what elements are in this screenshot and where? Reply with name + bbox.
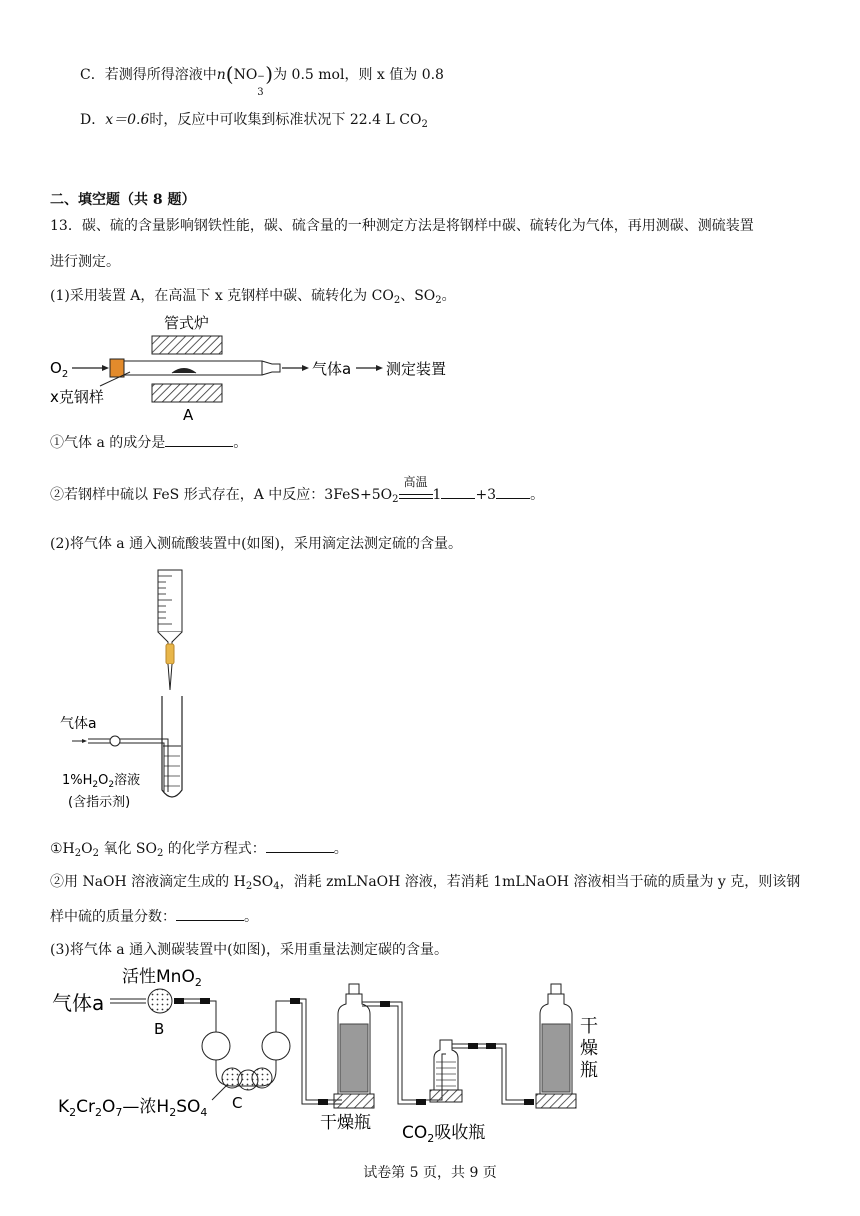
- equation-blank[interactable]: [266, 838, 334, 853]
- reagent-pointer: [212, 1086, 226, 1100]
- q2b-mid: SO: [252, 874, 274, 890]
- paren-close: ): [265, 62, 274, 86]
- u-tube-left: [210, 1001, 216, 1032]
- q1b-text: ②若钢样中硫以 FeS 形式存在，A 中反应：3FeS+5O: [50, 487, 393, 503]
- q13-2-b-line2: [50, 906, 258, 927]
- q2a-text2: 的化学方程式：: [163, 841, 266, 857]
- o2-subscript: 2: [392, 494, 399, 505]
- q2b-line2-text: 样中硫的质量分数：: [50, 909, 176, 925]
- q13-part3: (3)将气体 a 通入测碳装置中(如图)，采用重量法测定碳的含量。: [50, 942, 449, 958]
- connector-4: [318, 1099, 328, 1105]
- u-bulb-right: [262, 1032, 290, 1060]
- burette-tip: [168, 664, 172, 690]
- q13-part1: [50, 286, 456, 311]
- absorber-base: [430, 1090, 462, 1102]
- sub-h: 2: [245, 881, 253, 892]
- condition-high-temp: 高温: [403, 475, 428, 489]
- q13-1-a: [50, 432, 247, 453]
- u-bulb-left: [202, 1032, 230, 1060]
- label-b: B: [154, 1020, 165, 1038]
- co2-formula: CO: [399, 112, 422, 128]
- ion-charge: −: [257, 72, 265, 82]
- q13-2-b-line1: [50, 872, 800, 897]
- rubber-tube: [166, 644, 174, 664]
- product-blank-2[interactable]: [496, 484, 530, 499]
- gas-a-label: 气体a: [312, 360, 352, 378]
- u-tube-right: [276, 1001, 290, 1032]
- connector-2: [200, 998, 210, 1004]
- q2a-text: 氧化 SO: [99, 841, 157, 857]
- option-d: [80, 110, 428, 135]
- option-d-label: D．: [80, 112, 106, 128]
- o2-arrowhead: [102, 365, 109, 371]
- dryer1-cap: [349, 984, 359, 994]
- q2b-end: 。: [244, 909, 258, 925]
- option-c-text2: 为 0.5 mol，则 x 值为 0.8: [273, 67, 444, 83]
- q2b-text: ，消耗 zmLNaOH 溶液，若消耗 1mLNaOH 溶液相当于硫的质量为 y 克，则该钢: [279, 874, 801, 890]
- reagent-label: $K_2Cr_2O_7—$浓$H_2SO_4$: [58, 1097, 208, 1119]
- label-c: C: [232, 1094, 243, 1112]
- q13-intro-line1: 13．碳、硫的含量影响钢铁性能，碳、硫含量的一种测定方法是将钢样中碳、硫转化为气体，再用测碳、测硫装置: [50, 218, 754, 234]
- h2o2-mid: O: [81, 841, 93, 857]
- figure-carbon-apparatus: [50, 962, 610, 1146]
- dryer2-label-3: 瓶: [580, 1060, 598, 1081]
- q1a-text: ①气体 a 的成分是: [50, 435, 166, 451]
- tube-to-dryer2-a: [478, 1044, 486, 1048]
- figure-titration: [60, 566, 220, 816]
- section-title: 二、填空题（共 8 题）: [50, 192, 196, 208]
- furnace-bottom-block: [152, 384, 222, 402]
- answer-blank[interactable]: [165, 432, 233, 447]
- figure-tube-furnace: [50, 310, 470, 426]
- apparatus-a-label: A: [183, 406, 194, 424]
- paren-open: (: [225, 62, 234, 86]
- fraction-blank[interactable]: [176, 906, 244, 921]
- connector-7: [468, 1043, 478, 1049]
- q13-part2: (2)将气体 a 通入测硫酸装置中(如图)，采用滴定法测定硫的含量。: [50, 536, 463, 552]
- option-d-text: 时，反应中可收集到标准状况下 22.4 L: [149, 112, 400, 128]
- tube-to-absorber: [390, 1002, 416, 1104]
- tube-to-dryer2: [496, 1044, 534, 1104]
- co2-sub: 2: [393, 295, 401, 306]
- burette-taper: [158, 632, 182, 644]
- nitrate-ion: NO: [233, 67, 258, 83]
- q1a-end: 。: [233, 435, 248, 451]
- tube-outlet: [262, 361, 280, 375]
- furnace-top-block: [152, 336, 222, 354]
- connector-9: [524, 1099, 534, 1105]
- dryer2-cap: [551, 984, 561, 994]
- option-d-condition: x＝0.6: [105, 112, 150, 128]
- q2b-pre: ②用 NaOH 溶液滴定生成的 H: [50, 874, 246, 890]
- q13-2-a: [50, 838, 348, 864]
- option-c-n: n: [216, 67, 226, 83]
- sub-so4: 4: [273, 881, 280, 892]
- o2-label: $O_2$: [50, 359, 69, 380]
- measure-arrowhead: [376, 365, 383, 371]
- indicator-note: (含指示剂): [68, 795, 131, 810]
- tube-absorber-out: [452, 1044, 468, 1048]
- solution-label: $1\%H_2O_2$溶液: [62, 773, 141, 790]
- tube-to-dryer1: [300, 999, 318, 1104]
- connector-1: [174, 998, 184, 1004]
- page-footer: 试卷第 5 页，共 9 页: [363, 1165, 497, 1181]
- mno2-label: 活性MnO$_2$: [122, 967, 202, 989]
- dryer1-label: 干燥瓶: [320, 1113, 371, 1133]
- gas-arrowhead: [302, 365, 309, 371]
- part1-end: 。: [441, 288, 456, 304]
- furnace-label: 管式炉: [164, 314, 210, 332]
- part1-mid: 、SO: [400, 288, 436, 304]
- gas-a-label-3: 气体a: [52, 991, 105, 1015]
- part1-text: (1)采用装置 A，在高温下 x 克钢样中碳、硫转化为 CO: [50, 288, 394, 304]
- coef-1: 1: [432, 487, 442, 503]
- connector-8: [486, 1043, 496, 1049]
- sub-2: 2: [92, 848, 99, 859]
- q1b-end: 。: [530, 487, 545, 503]
- so2-sub: 2: [435, 295, 442, 306]
- sub-1: 2: [74, 848, 82, 859]
- connector-3: [290, 998, 300, 1004]
- h2o2-pre: ①H: [50, 841, 75, 857]
- co2-subscript: 2: [421, 119, 428, 130]
- dryer2-label-1: 干: [580, 1016, 598, 1037]
- sample-label: x克钢样: [50, 388, 104, 406]
- option-c-text: 若测得所得溶液中: [104, 67, 217, 83]
- option-c-label: C．: [80, 67, 105, 83]
- dryer2-base: [536, 1094, 576, 1108]
- q2a-end: 。: [333, 841, 348, 857]
- bulb-b: [148, 989, 172, 1013]
- dryer2-fill: [542, 1024, 570, 1092]
- connector-5: [380, 1001, 390, 1007]
- coef-3: +3: [475, 487, 497, 503]
- measure-label: 测定装置: [386, 360, 447, 378]
- absorber-label: $CO_2$吸收瓶: [402, 1123, 486, 1145]
- gas-a-label-2: 气体a: [60, 716, 97, 732]
- sub-3: 2: [156, 848, 164, 859]
- dryer1-fill: [340, 1024, 368, 1092]
- dryer2-label-2: 燥: [580, 1038, 598, 1059]
- drying-bead-3: [252, 1068, 272, 1088]
- reaction-condition: [399, 475, 433, 499]
- dryer1-base: [334, 1094, 374, 1108]
- q13-intro-line2: 进行测定。: [50, 254, 120, 270]
- q13-1-b: [50, 475, 545, 510]
- ion-subscript: 3: [257, 87, 264, 98]
- burette-body: [158, 570, 182, 632]
- option-c: [80, 62, 444, 98]
- inlet-arrowhead: [82, 739, 87, 743]
- tube-stopper: [110, 359, 124, 377]
- product-blank-1[interactable]: [441, 484, 475, 499]
- connector-6: [416, 1099, 426, 1105]
- bulb: [110, 736, 120, 746]
